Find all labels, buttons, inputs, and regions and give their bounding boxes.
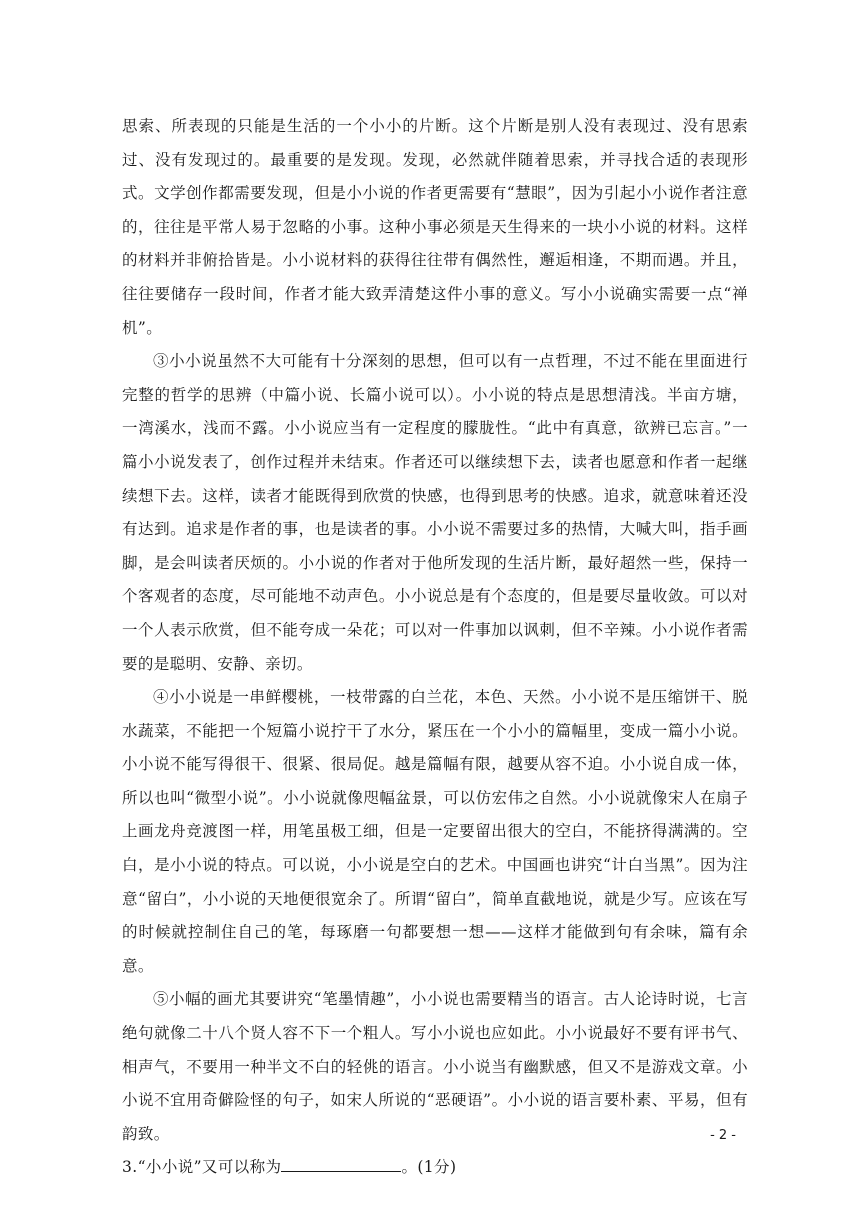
paragraph-3: ③小小说虽然不大可能有十分深刻的思想，但可以有一点哲理，不过不能在里面进行完整的哲学的思辨（中篇小说、长篇小说可以）。小小说的特点是思想清浅。半亩方塘，一湾溪水，浅而不露。小小说应当有一定程度的朦胧性。“此中有真意，欲辨已忘言。”一篇小小说发表了，创作过程并未结束。作者还可以继续想下去，读者也愿意和作者一起继续想下去。这样，读者才能既得到欣赏的快感，也得到思考的快感。追求，就意味着还没有达到。追求是作者的事，也是读者的事。小小说不需要过多的热情，大喊大叫，指手画脚，是会叫读者厌烦的。小小说的作者对于他所发现的生活片断，最好超然一些，保持一个客观者的态度，尽可能地不动声色。小小说总是有个态度的，但是要尽量收敛。可以对一个人表示欣赏，但不能夸成一朵花；可以对一件事加以讽刺，但不辛辣。小小说作者需要的是聪明、安静、亲切。: [122, 352, 748, 673]
paragraph-4: ④小小说是一串鲜樱桃，一枝带露的白兰花，本色、天然。小小说不是压缩饼干、脱水蔬菜，不能把一个短篇小说拧干了水分，紧压在一个小小的篇幅里，变成一篇小小说。小小说不能写得很干、很紧、很局促。越是篇幅有限，越要从容不迫。小小说自成一体，所以也叫“微型小说”。小小说就像咫幅盆景，可以仿宏伟之自然。小小说就像宋人在扇子上画龙舟竞渡图一样，用笔虽极工细，但是一定要留出很大的空白，不能挤得满满的。空白，是小小说的特点。可以说，小小说是空白的艺术。中国画也讲究“计白当黑”。因为注意“留白”，小小说的天地便很宽余了。所谓“留白”，简单直截地说，就是少写。应该在写的时候就控制住自己的笔，每琢磨一句都要想一想——这样才能做到句有余味，篇有余意。: [122, 688, 748, 975]
question-3-text: 3.“小小说”又可以称为: [122, 1158, 282, 1177]
question-3: [122, 1151, 748, 1185]
paragraph-continuation: 思索、所表现的只能是生活的一个小小的片断。这个片断是别人没有表现过、没有思索过、没有发现过的。最重要的是发现。发现，必然就伴随着思索，并寻找合适的表现形式。文学创作都需要发现，但是小小说的作者更需要有“慧眼”，因为引起小小说作者注意的，往往是平常人易于忽略的小事。这种小事必须是天生得来的一块小小说的材料。这样的材料并非俯拾皆是。小小说材料的获得往往带有偶然性，邂逅相逢，不期而遇。并且，往往要储存一段时间，作者才能大致弄清楚这件小事的意义。写小小说确实需要一点“禅机”。: [122, 117, 748, 337]
answer-blank[interactable]: [281, 1155, 401, 1172]
page-number: - 2 -: [710, 1128, 736, 1143]
question-3-points: 。(1分): [401, 1158, 457, 1177]
document-body: [122, 110, 748, 1185]
paragraph-5: ⑤小幅的画尤其要讲究“笔墨情趣”，小小说也需要精当的语言。古人论诗时说，七言绝句就像二十八个贤人容不下一个粗人。写小小说也应如此。小小说最好不要有评书气、相声气，不要用一种半文不白的轻佻的语言。小小说当有幽默感，但又不是游戏文章。小小说不宜用奇僻险怪的句子，如宋人所说的“恶硬语”。小小说的语言要朴素、平易，但有韵致。: [122, 990, 748, 1143]
